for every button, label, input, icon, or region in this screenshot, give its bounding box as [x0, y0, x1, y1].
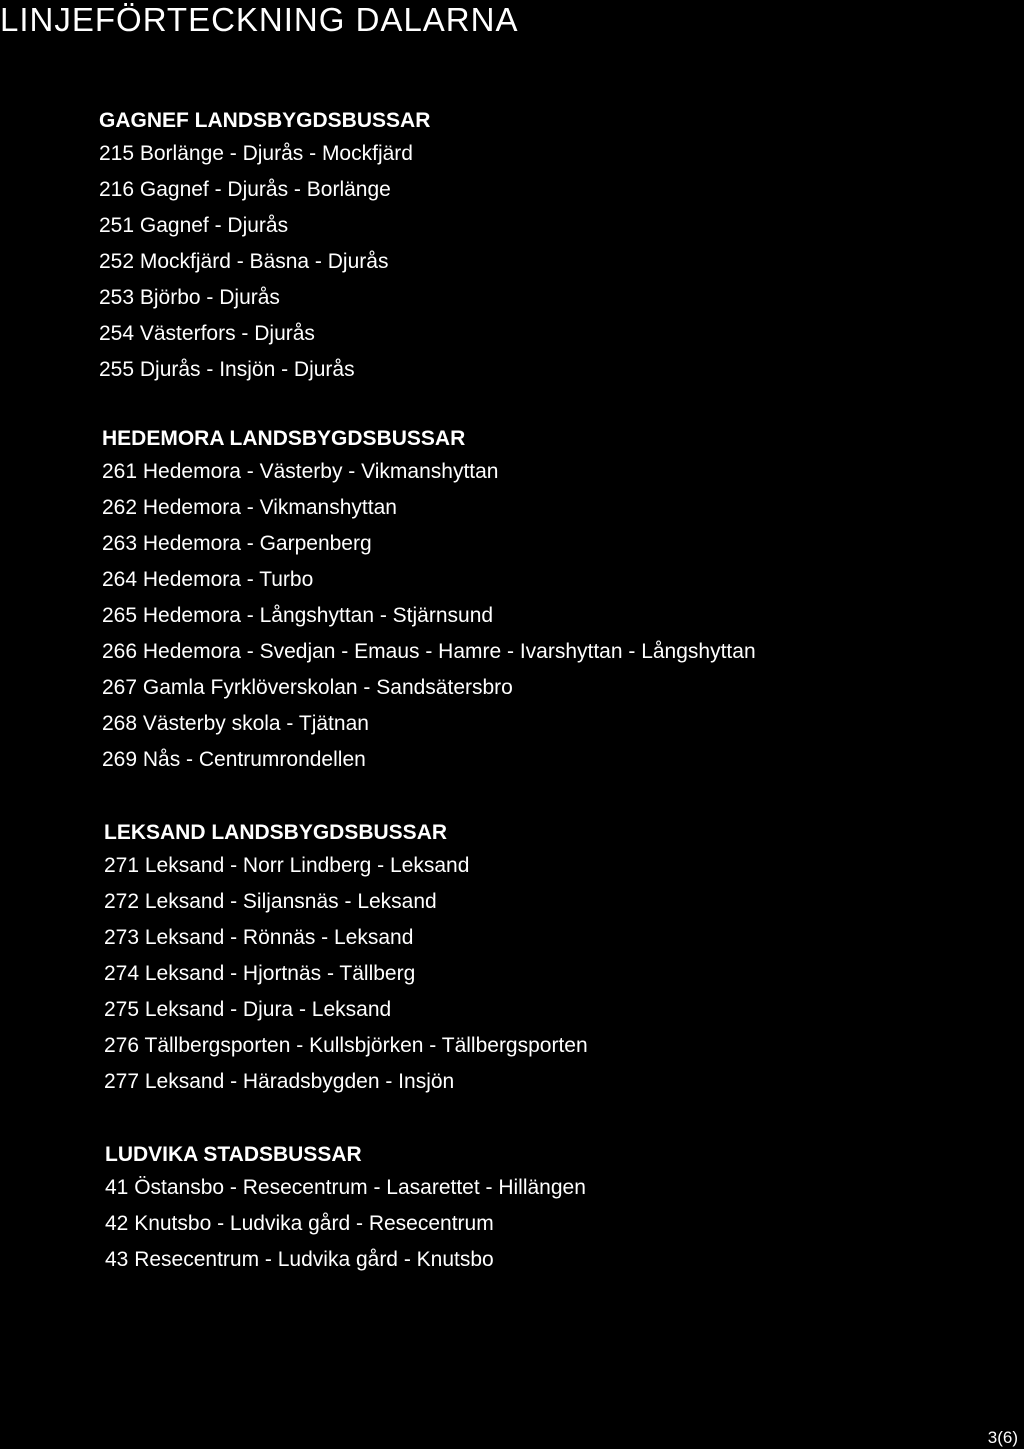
route-item: 253 Björbo - Djurås	[99, 286, 280, 309]
route-item: 263 Hedemora - Garpenberg	[102, 532, 372, 555]
section-heading: HEDEMORA LANDSBYGDSBUSSAR	[102, 427, 466, 450]
route-item: 277 Leksand - Häradsbygden - Insjön	[104, 1070, 455, 1093]
route-item: 251 Gagnef - Djurås	[99, 214, 289, 237]
route-item: 264 Hedemora - Turbo	[102, 568, 314, 591]
section-heading: LUDVIKA STADSBUSSAR	[105, 1143, 362, 1166]
section-leksand	[104, 818, 588, 1100]
section-hedemora	[102, 424, 756, 778]
route-item: 274 Leksand - Hjortnäs - Tällberg	[104, 962, 416, 985]
route-item: 273 Leksand - Rönnäs - Leksand	[104, 926, 414, 949]
route-item: 276 Tällbergsporten - Kullsbjörken - Tällbergsporten	[104, 1034, 588, 1057]
route-item: 271 Leksand - Norr Lindberg - Leksand	[104, 854, 470, 877]
route-item: 252 Mockfjärd - Bäsna - Djurås	[99, 250, 389, 273]
section-heading: LEKSAND LANDSBYGDSBUSSAR	[104, 821, 448, 844]
route-item: 267 Gamla Fyrklöverskolan - Sandsätersbro	[102, 676, 513, 699]
route-item: 266 Hedemora - Svedjan - Emaus - Hamre - Ivarshyttan - Långshyttan	[102, 640, 756, 663]
route-item: 43 Resecentrum - Ludvika gård - Knutsbo	[105, 1248, 494, 1271]
route-list	[102, 454, 756, 778]
route-item: 41 Östansbo - Resecentrum - Lasarettet - Hillängen	[105, 1176, 586, 1199]
route-item: 255 Djurås - Insjön - Djurås	[99, 358, 355, 381]
route-item: 269 Nås - Centrumrondellen	[102, 748, 366, 771]
route-list	[104, 848, 588, 1100]
route-list	[105, 1170, 586, 1278]
route-item: 261 Hedemora - Västerby - Vikmanshyttan	[102, 460, 499, 483]
section-gagnef	[99, 106, 430, 388]
route-list	[99, 136, 430, 388]
page-number: 3(6)	[987, 1428, 1018, 1447]
section-ludvika	[105, 1140, 586, 1278]
route-item: 272 Leksand - Siljansnäs - Leksand	[104, 890, 437, 913]
route-item: 254 Västerfors - Djurås	[99, 322, 315, 345]
route-item: 42 Knutsbo - Ludvika gård - Resecentrum	[105, 1212, 494, 1235]
page-title: LINJEFÖRTECKNING DALARNA	[0, 1, 519, 38]
route-item: 275 Leksand - Djura - Leksand	[104, 998, 392, 1021]
section-heading: GAGNEF LANDSBYGDSBUSSAR	[99, 109, 431, 132]
route-item: 265 Hedemora - Långshyttan - Stjärnsund	[102, 604, 494, 627]
route-item: 216 Gagnef - Djurås - Borlänge	[99, 178, 391, 201]
route-item: 262 Hedemora - Vikmanshyttan	[102, 496, 397, 519]
route-item: 215 Borlänge - Djurås - Mockfjärd	[99, 142, 413, 165]
route-item: 268 Västerby skola - Tjätnan	[102, 712, 369, 735]
